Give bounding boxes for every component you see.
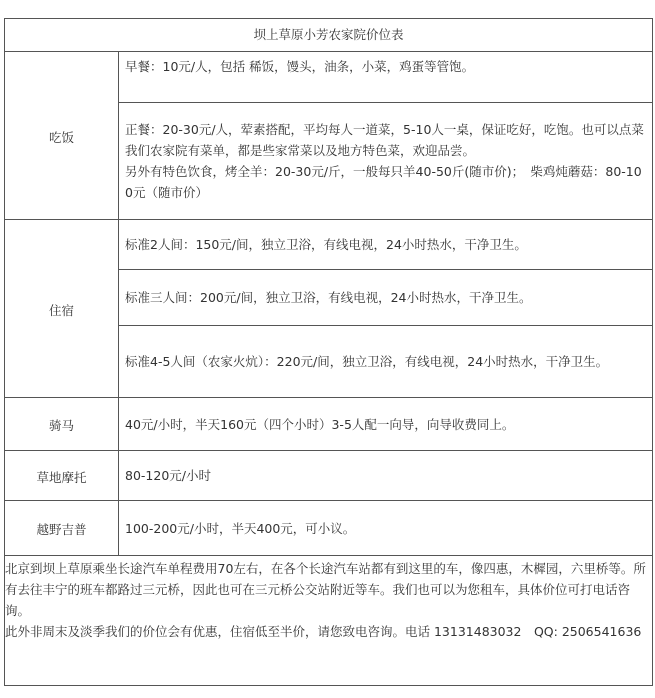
category-horse bbox=[5, 398, 119, 451]
category-label: 草地摩托 bbox=[36, 469, 87, 485]
meal-text: 正餐：20-30元/人，荤素搭配，平均每人一道菜，5-10人一桌，保证吃好，吃饱。也可以点菜我们农家院有菜单，都是些家常菜以及地方特色菜，欢迎品尝。 bbox=[125, 122, 644, 158]
room-2-text: 标准2人间：150元/间，独立卫浴，有线电视，24小时热水，干净卫生。 bbox=[125, 237, 527, 252]
category-food bbox=[5, 52, 119, 220]
category-atv bbox=[5, 451, 119, 501]
category-label: 越野吉普 bbox=[36, 522, 87, 537]
discount-note: 此外非周末及淡季我们的价位会有优惠，住宿低至半价，请您致电咨询。电话 13131483032 QQ: 2506541636 bbox=[5, 624, 642, 639]
room-45-text: 标准4-5人间（农家火炕）：220元/间，独立卫浴，有线电视，24小时热水，干净卫生。 bbox=[125, 354, 609, 369]
table-row bbox=[5, 220, 653, 270]
jeep-text: 100-200元/小时，半天400元，可小议。 bbox=[125, 520, 356, 536]
notes-row bbox=[5, 556, 653, 686]
specialty-text: 另外有特色饮食，烤全羊：20-30元/斤，一般每只羊40-50斤(随市价)； 柴鸡炖蘑菇：80-100元（随市价） bbox=[125, 164, 642, 200]
category-label: 吃饭 bbox=[48, 129, 74, 145]
price-table bbox=[4, 18, 653, 686]
meal-cell bbox=[119, 103, 653, 220]
room-cell bbox=[119, 220, 653, 270]
category-jeep bbox=[5, 501, 119, 556]
table-row bbox=[5, 52, 653, 103]
notes-cell bbox=[5, 556, 653, 686]
table-row bbox=[5, 501, 653, 556]
atv-cell bbox=[119, 451, 653, 501]
category-lodging bbox=[5, 220, 119, 398]
room-cell bbox=[119, 270, 653, 326]
title-row bbox=[5, 19, 653, 52]
atv-text: 80-120元/小时 bbox=[125, 468, 211, 483]
category-label: 骑马 bbox=[48, 418, 74, 433]
table-row bbox=[5, 451, 653, 501]
breakfast-text: 早餐：10元/人，包括 稀饭，馒头，油条，小菜，鸡蛋等管饱。 bbox=[125, 59, 475, 74]
horse-cell bbox=[119, 398, 653, 451]
transport-note: 北京到坝上草原乘坐长途汽车单程费用70左右，在各个长途汽车站都有到这里的车，像四惠，木樨园，六里桥等。所有去往丰宁的班车都路过三元桥，因此也可在三元桥公交站附近等车。我们也可以为您租车，具体价位可打电话咨询。 bbox=[5, 561, 646, 618]
table-title: 坝上草原小芳农家院价位表 bbox=[5, 19, 653, 52]
table-row bbox=[5, 398, 653, 451]
breakfast-cell bbox=[119, 52, 653, 103]
jeep-cell bbox=[119, 501, 653, 556]
room-cell bbox=[119, 326, 653, 398]
room-3-text: 标准三人间：200元/间，独立卫浴，有线电视，24小时热水，干净卫生。 bbox=[125, 290, 532, 305]
horse-text: 40元/小时，半天160元（四个小时）3-5人配一向导，向导收费同上。 bbox=[125, 416, 515, 432]
category-label: 住宿 bbox=[48, 302, 74, 318]
